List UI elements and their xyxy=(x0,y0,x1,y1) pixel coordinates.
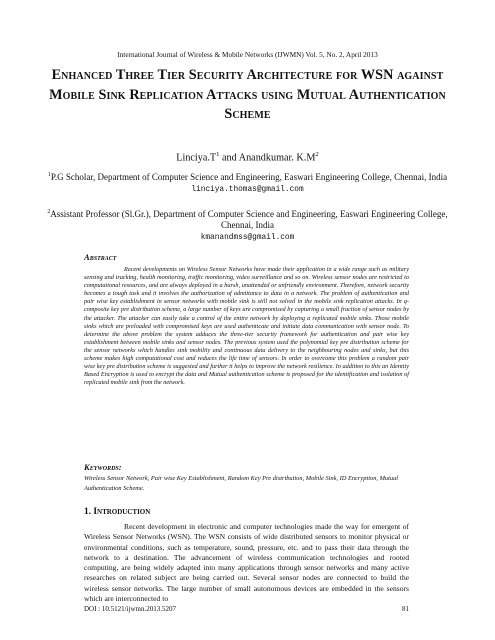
abstract-body xyxy=(84,266,409,387)
introduction-heading: 1. Introduction xyxy=(84,507,151,517)
author-1-sup: 1 xyxy=(216,151,220,158)
author-2-sup: 2 xyxy=(315,151,319,158)
affiliation-1 xyxy=(40,170,455,196)
affiliation-2-text: Assistant Professor (Sl.Gr.), Department of Computer Science and Engineering, Easwari Engineering College, Chennai, India xyxy=(50,209,448,230)
affiliation-1-text: P.G Scholar, Department of Computer Science and Engineering, Easwari Engineering College, Chennai, India xyxy=(50,172,448,182)
abstract-text: Recent developments on Wireless Sensor Networks have made their application in a wide range such as military sensing and tracking, health monitoring, traffic monitoring, video surveillance and so on. Wireless sensor nodes are restricted to computational resources, and are always deployed in a harsh, unattended or unfriendly environment. Therefore, network security becomes a tough task and it involves the authorization of admittance to data in a network. The problem of authentication and pair wise key establishment in sensor networks with mobile sink is still not solved in the mobile sink replication attacks. In q-composite key pre distribution scheme, a large number of keys are compromised by capturing a small fraction of sensor nodes by the attacker. The attacker can easily take a control of the entire network by deploying a replicated mobile sinks. Those mobile sinks which are preloaded with compromised keys are used authenticate and initiate data communication with sensor node. To determine the above problem the system adduces the three-tier security framework for authentication and pair wise key establishment between mobile sinks and sensor nodes. The previous system used the polynomial key pre distribution scheme for the sensor networks which handles sink mobility and continuous data delivery to the neighbouring nodes and sinks, but this scheme makes high computational cost and reduces the life time of sensors. In order to overcome this problem a random pair wise key pre distribution scheme is suggested and further it helps to improve the network resilience. In addition to this an Identity Based Encryption is used to encrypt the data and Mutual authentication scheme is proposed for the identification and isolation of replicated mobile sink from the network. xyxy=(84,266,409,387)
author-line xyxy=(0,151,495,163)
author-and: and xyxy=(219,152,239,164)
affiliation-2-sup: 2 xyxy=(47,209,51,215)
affiliation-1-email[interactable]: linciya.thomas@gmail.com xyxy=(191,186,304,194)
affiliation-1-sup: 1 xyxy=(47,172,51,178)
keywords-heading: Keywords: xyxy=(84,462,122,472)
keywords-text: Wireless Sensor Network, Pair wise Key Establishment, Random Key Pre distribution, Mobile Sink, ID Encryption, Mutual Authentication Scheme. xyxy=(84,475,399,492)
abstract-heading: Abstract xyxy=(84,252,117,262)
journal-header: International Journal of Wireless & Mobile Networks (IJWMN) Vol. 5, No. 2, April 2013 xyxy=(117,50,378,59)
page-number: 81 xyxy=(402,605,409,613)
author-1: Linciya.T xyxy=(176,152,217,164)
author-2: Anandkumar. K.M xyxy=(238,152,316,164)
doi-text: DOI : 10.5121/ijwmn.2013.5207 xyxy=(84,605,176,613)
introduction-text: Recent development in electronic and computer technologies made the way for emergent of Wireless Sensor Networks (WSN). The WSN consists of wide distributed sensors to monitor physical or environmental conditions, such as temperature, sound, pressure, etc. and to pass their data through the network to a destination. The advancement of wireless communication technologies and rooted computing, are being widely adapted into many applications through sensor networks and many active researches on related subject are being carried out. Several sensor nodes are connected to build the wireless sensor networks. The large number of small autonomous devices are embedded in the sensors which are interconnected to xyxy=(84,522,409,604)
affiliation-2-email[interactable]: kmanandmss@gmail.com xyxy=(200,234,295,242)
introduction-body xyxy=(84,522,409,604)
affiliation-2 xyxy=(40,207,455,244)
paper-title: Enhanced Three Tier Security Architecture for WSN against Mobile Sink Replication Attacks using Mutual Authentication Scheme xyxy=(49,67,446,122)
